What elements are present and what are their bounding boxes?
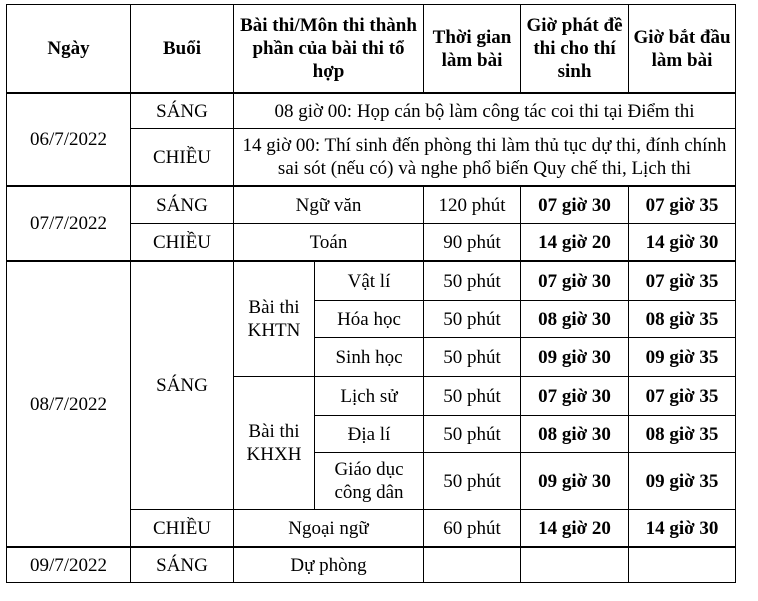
distribute-cell — [521, 547, 629, 583]
subject-cell: Hóa học — [315, 301, 424, 338]
date-cell: 07/7/2022 — [7, 186, 131, 261]
subject-cell: Dự phòng — [234, 547, 424, 583]
start-cell: 07 giờ 35 — [629, 261, 736, 301]
note-cell: 08 giờ 00: Họp cán bộ làm công tác coi thi tại Điểm thi — [234, 93, 736, 129]
duration-cell: 50 phút — [424, 453, 521, 510]
start-cell: 07 giờ 35 — [629, 377, 736, 416]
subject-cell: Toán — [234, 224, 424, 262]
header-date: Ngày — [7, 5, 131, 94]
header-session: Buổi — [131, 5, 234, 94]
distribute-cell: 09 giờ 30 — [521, 338, 629, 377]
note-cell: 14 giờ 00: Thí sinh đến phòng thi làm thủ tục dự thi, đính chính sai sót (nếu có) và nghe phổ biến Quy chế thi, Lịch thi — [234, 129, 736, 187]
start-cell — [629, 547, 736, 583]
start-cell: 07 giờ 35 — [629, 186, 736, 224]
header-row — [7, 5, 736, 94]
table-row — [7, 93, 736, 129]
distribute-cell: 07 giờ 30 — [521, 261, 629, 301]
duration-cell: 60 phút — [424, 510, 521, 548]
start-cell: 14 giờ 30 — [629, 510, 736, 548]
session-cell: SÁNG — [131, 93, 234, 129]
distribute-cell: 09 giờ 30 — [521, 453, 629, 510]
duration-cell: 50 phút — [424, 338, 521, 377]
session-cell: CHIỀU — [131, 129, 234, 187]
date-cell: 09/7/2022 — [7, 547, 131, 583]
subject-cell: Giáo dục công dân — [315, 453, 424, 510]
table-row — [7, 186, 736, 224]
distribute-cell: 07 giờ 30 — [521, 377, 629, 416]
duration-cell: 50 phút — [424, 261, 521, 301]
table-row — [7, 547, 736, 583]
distribute-cell: 14 giờ 20 — [521, 224, 629, 262]
distribute-cell: 08 giờ 30 — [521, 301, 629, 338]
duration-cell: 120 phút — [424, 186, 521, 224]
group-cell-khtn: Bài thi KHTN — [234, 261, 315, 377]
distribute-cell: 08 giờ 30 — [521, 416, 629, 453]
subject-cell: Địa lí — [315, 416, 424, 453]
duration-cell — [424, 547, 521, 583]
date-cell: 08/7/2022 — [7, 261, 131, 547]
start-cell: 09 giờ 35 — [629, 453, 736, 510]
header-subject: Bài thi/Môn thi thành phần của bài thi tổ hợp — [234, 5, 424, 94]
subject-cell: Sinh học — [315, 338, 424, 377]
session-cell: SÁNG — [131, 547, 234, 583]
session-cell: CHIỀU — [131, 510, 234, 548]
exam-schedule — [6, 4, 736, 583]
session-cell: CHIỀU — [131, 224, 234, 262]
distribute-cell: 14 giờ 20 — [521, 510, 629, 548]
subject-cell: Lịch sử — [315, 377, 424, 416]
subject-cell: Vật lí — [315, 261, 424, 301]
subject-cell: Ngữ văn — [234, 186, 424, 224]
distribute-cell: 07 giờ 30 — [521, 186, 629, 224]
session-cell: SÁNG — [131, 186, 234, 224]
table-row — [7, 261, 736, 301]
start-cell: 14 giờ 30 — [629, 224, 736, 262]
date-cell: 06/7/2022 — [7, 93, 131, 186]
start-cell: 09 giờ 35 — [629, 338, 736, 377]
header-duration: Thời gian làm bài — [424, 5, 521, 94]
start-cell: 08 giờ 35 — [629, 301, 736, 338]
duration-cell: 50 phút — [424, 416, 521, 453]
duration-cell: 50 phút — [424, 377, 521, 416]
duration-cell: 50 phút — [424, 301, 521, 338]
start-cell: 08 giờ 35 — [629, 416, 736, 453]
header-distribute: Giờ phát đề thi cho thí sinh — [521, 5, 629, 94]
header-start: Giờ bắt đầu làm bài — [629, 5, 736, 94]
exam-schedule-table — [6, 4, 736, 583]
subject-cell: Ngoại ngữ — [234, 510, 424, 548]
session-cell: SÁNG — [131, 261, 234, 510]
duration-cell: 90 phút — [424, 224, 521, 262]
group-cell-khxh: Bài thi KHXH — [234, 377, 315, 510]
